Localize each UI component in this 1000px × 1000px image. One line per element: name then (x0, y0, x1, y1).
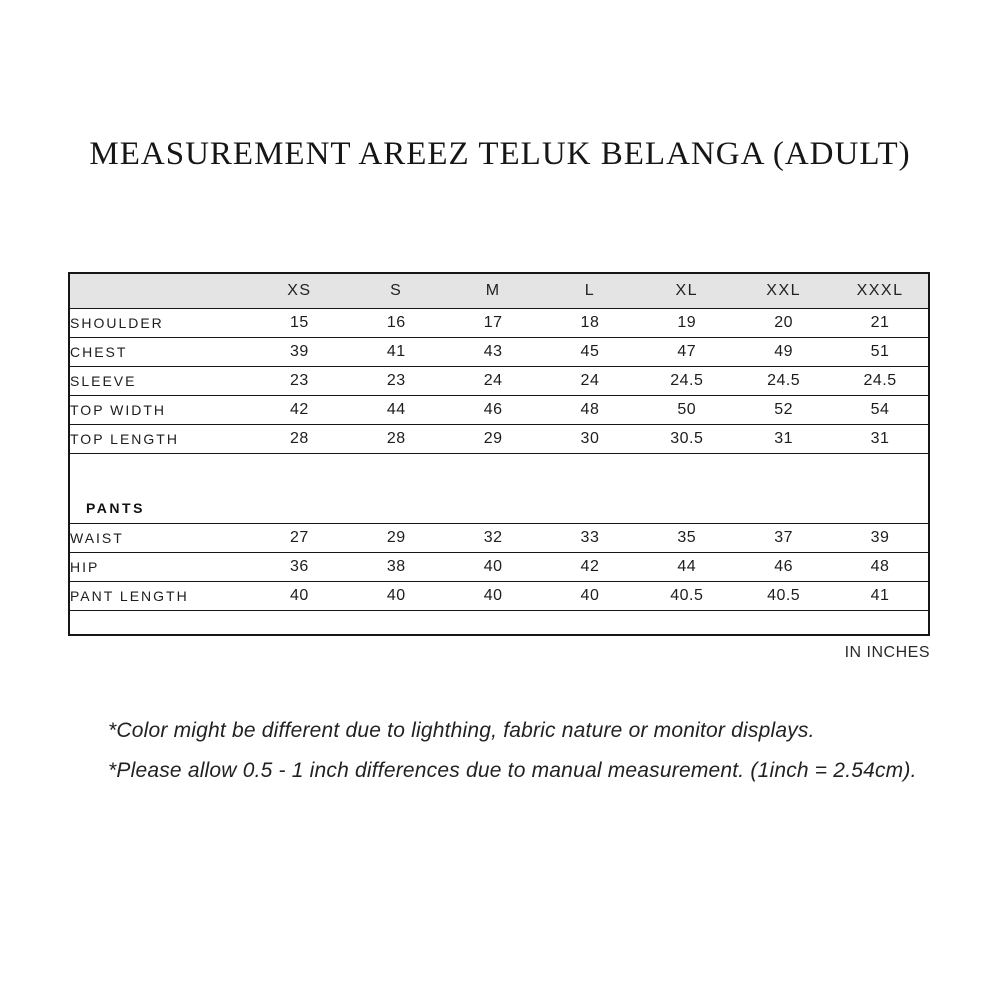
pants-section-label: PANTS (86, 499, 145, 516)
footnote-color: *Color might be different due to lighthing, fabric nature or monitor displays. (108, 719, 815, 742)
row-label: TOP LENGTH (70, 430, 179, 447)
table-row-pant-length (69, 581, 929, 610)
cell-value: 30 (580, 429, 600, 447)
cell-value: 24 (483, 371, 503, 389)
cell-value: 28 (386, 429, 406, 447)
cell-value: 45 (580, 342, 600, 360)
pants-section-row (69, 453, 929, 523)
column-header-s: S (390, 281, 403, 299)
cell-value: 47 (677, 342, 697, 360)
cell-value: 24.5 (767, 371, 801, 389)
empty-cell (69, 610, 929, 635)
cell-value: 46 (483, 400, 503, 418)
table-row-shoulder (69, 308, 929, 337)
cell-value: 16 (386, 313, 406, 331)
table-row-chest (69, 337, 929, 366)
table-spacer-row (69, 610, 929, 635)
cell-value: 15 (290, 313, 309, 331)
column-header-xl: XL (675, 281, 699, 299)
cell-value: 40 (580, 586, 600, 604)
cell-value: 42 (580, 557, 600, 575)
cell-value: 39 (870, 528, 890, 546)
column-header-xxl: XXL (766, 281, 802, 299)
row-label: TOP WIDTH (70, 401, 167, 418)
cell-value: 19 (677, 313, 697, 331)
cell-value: 40.5 (767, 586, 801, 604)
cell-value: 31 (774, 429, 794, 447)
cell-value: 33 (580, 528, 600, 546)
page-title: MEASUREMENT AREEZ TELUK BELANGA (ADULT) (89, 136, 911, 172)
cell-value: 41 (386, 342, 406, 360)
cell-value: 44 (386, 400, 406, 418)
cell-value: 37 (774, 528, 794, 546)
table-row-waist (69, 523, 929, 552)
cell-value: 24.5 (670, 371, 704, 389)
cell-value: 23 (290, 371, 309, 389)
column-header-m: M (485, 281, 501, 299)
cell-value: 51 (870, 342, 890, 360)
cell-value: 29 (386, 528, 406, 546)
cell-value: 31 (870, 429, 890, 447)
cell-value: 24 (580, 371, 600, 389)
column-header-xs: XS (287, 281, 312, 299)
cell-value: 28 (290, 429, 309, 447)
cell-value: 52 (774, 400, 794, 418)
cell-value: 30.5 (670, 429, 704, 447)
cell-value: 40 (290, 586, 309, 604)
cell-value: 24.5 (863, 371, 897, 389)
cell-value: 36 (290, 557, 309, 575)
unit-note: IN INCHES (844, 644, 930, 661)
table-row-top-length (69, 424, 929, 453)
column-header-xxxl: XXXL (856, 281, 904, 299)
row-label: SLEEVE (70, 372, 137, 389)
cell-value: 35 (677, 528, 697, 546)
cell-value: 40 (386, 586, 406, 604)
cell-value: 32 (483, 528, 503, 546)
cell-value: 42 (290, 400, 309, 418)
column-header-l: L (584, 281, 596, 299)
row-label: SHOULDER (70, 314, 164, 331)
cell-value: 27 (290, 528, 309, 546)
cell-value: 41 (870, 586, 890, 604)
cell-value: 29 (483, 429, 503, 447)
row-label: HIP (70, 558, 100, 575)
row-label: CHEST (70, 343, 128, 360)
cell-value: 46 (774, 557, 794, 575)
cell-value: 48 (870, 557, 890, 575)
cell-value: 49 (774, 342, 794, 360)
cell-value: 54 (870, 400, 890, 418)
cell-value: 18 (580, 313, 600, 331)
cell-value: 48 (580, 400, 600, 418)
size-chart-table (68, 272, 930, 636)
cell-value: 20 (774, 313, 794, 331)
table-row-sleeve (69, 366, 929, 395)
cell-value: 21 (870, 313, 890, 331)
cell-value: 17 (483, 313, 503, 331)
cell-value: 38 (386, 557, 406, 575)
footnote-measurement: *Please allow 0.5 - 1 inch differences due to manual measurement. (1inch = 2.54cm). (108, 759, 917, 782)
cell-value: 40.5 (670, 586, 704, 604)
cell-value: 40 (483, 557, 503, 575)
cell-value: 39 (290, 342, 309, 360)
table-row-top-width (69, 395, 929, 424)
cell-value: 40 (483, 586, 503, 604)
cell-value: 23 (386, 371, 406, 389)
table-row-hip (69, 552, 929, 581)
corner-cell (69, 273, 251, 308)
cell-value: 44 (677, 557, 697, 575)
cell-value: 43 (483, 342, 503, 360)
row-label: WAIST (70, 529, 124, 546)
row-label: PANT LENGTH (70, 587, 189, 604)
cell-value: 50 (677, 400, 697, 418)
size-header-row (69, 273, 929, 308)
